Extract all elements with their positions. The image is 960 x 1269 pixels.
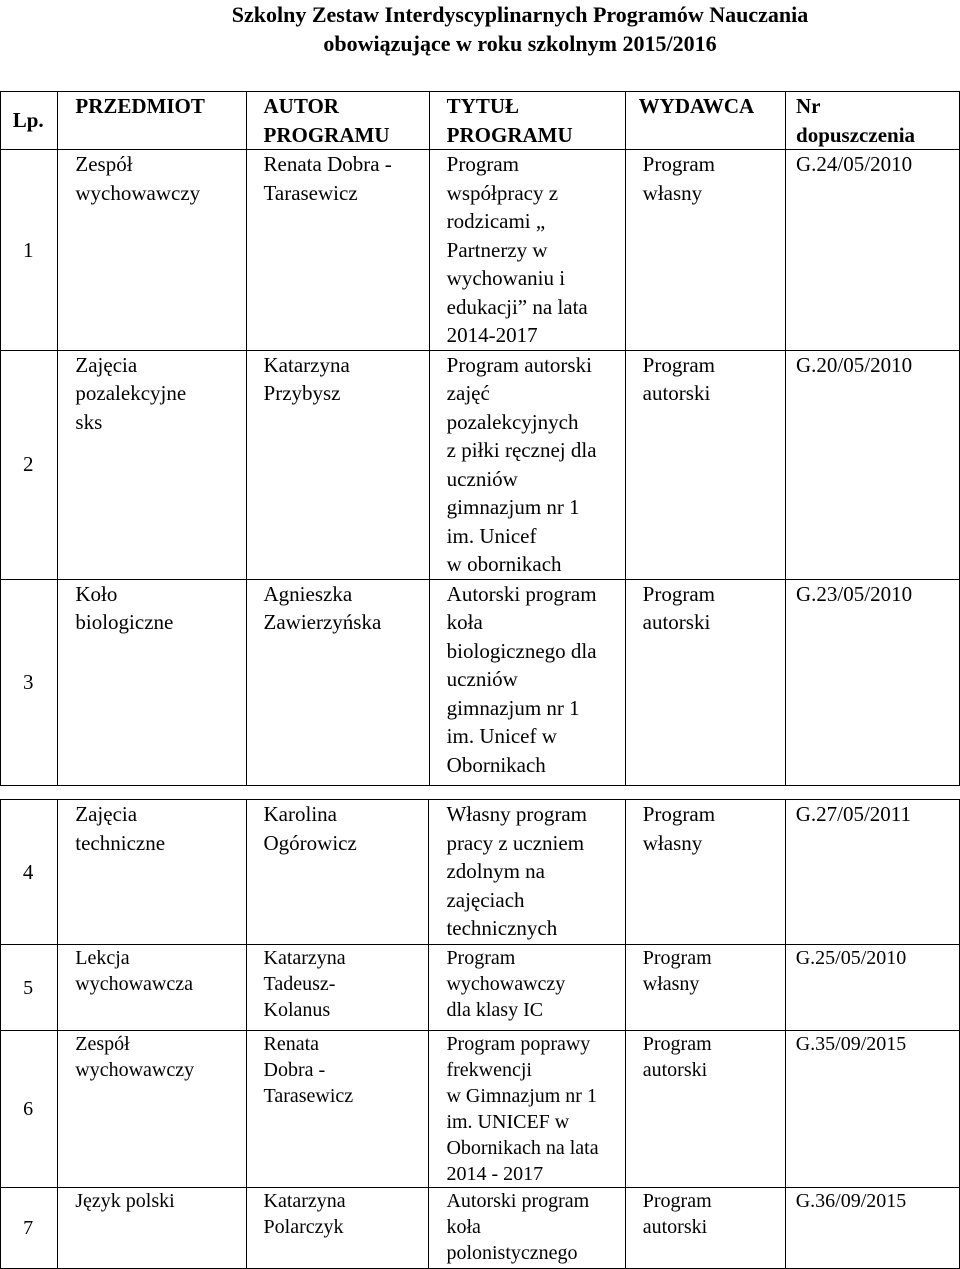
cell-line: Program xyxy=(446,947,516,969)
cell-line: polonistycznego xyxy=(446,1242,578,1264)
cell-line: własny xyxy=(642,973,700,995)
cell-title xyxy=(429,350,625,579)
cell-line: edukacji” na lata xyxy=(446,294,588,319)
cell-publisher xyxy=(625,945,785,1031)
cell-author xyxy=(246,1031,429,1188)
cell-publisher xyxy=(625,1188,785,1269)
cell-line: Katarzyna xyxy=(263,352,350,377)
cell-line: uczniów xyxy=(446,667,518,691)
cell-subject xyxy=(58,1188,246,1269)
cell-line: Własny program xyxy=(446,802,587,826)
cell-line: Program xyxy=(642,581,715,606)
cell-line: Autorski program xyxy=(446,1190,590,1212)
cell-line: autorski xyxy=(642,610,711,634)
cell-author xyxy=(246,945,429,1031)
header-lp: Lp. xyxy=(1,92,58,150)
cell-line: koła xyxy=(446,610,483,634)
cell-line: Renata xyxy=(263,1033,320,1055)
table-row xyxy=(1,1188,960,1269)
cell-line: Zespół xyxy=(75,1033,130,1055)
cell-subject xyxy=(58,350,246,579)
cell-lp xyxy=(1,1031,58,1188)
cell-line: Polarczyk xyxy=(263,1216,344,1238)
cell-line: Koło xyxy=(75,581,118,606)
cell-line: w obornikach xyxy=(446,552,562,576)
cell-title xyxy=(429,579,625,785)
cell-line: Tadeusz- xyxy=(263,973,336,995)
cell-line: wychowawczy xyxy=(446,973,566,995)
cell-line: im. UNICEF w xyxy=(446,1111,570,1133)
row-number: 4 xyxy=(22,859,34,884)
cell-line: współpracy z xyxy=(446,180,559,205)
cell-lp xyxy=(1,579,58,785)
cell-lp xyxy=(1,945,58,1031)
cell-line: frekwencji xyxy=(446,1059,532,1081)
cell-line: 2014 - 2017 xyxy=(446,1163,544,1185)
cell-line: pracy z uczniem xyxy=(446,830,585,855)
cell-author xyxy=(246,350,429,579)
cell-line: im. Unicef xyxy=(446,523,537,548)
cell-line: Dobra - xyxy=(263,1059,326,1081)
cell-line: 2014-2017 xyxy=(446,323,538,347)
cell-nr xyxy=(785,1031,959,1188)
table-row xyxy=(1,150,960,351)
cell-author xyxy=(246,579,429,785)
cell-line: własny xyxy=(642,830,703,855)
document-title: Szkolny Zestaw Interdyscyplinarnych Programów Nauczania xyxy=(231,2,809,27)
cell-line: Katarzyna xyxy=(263,1190,346,1212)
cell-line: biologicznego dla xyxy=(446,638,597,663)
cell-line: Zespół xyxy=(75,152,133,176)
cell-publisher xyxy=(625,150,785,351)
cell-line: koła xyxy=(446,1216,481,1238)
cell-title xyxy=(429,150,625,351)
cell-line: biologiczne xyxy=(75,610,174,634)
cell-publisher xyxy=(625,350,785,579)
header-nr: Nr dopuszczenia xyxy=(786,92,960,150)
cell-line: wychowawczy xyxy=(75,180,201,205)
cell-line: technicznych xyxy=(446,916,558,940)
approval-number: G.25/05/2010 xyxy=(795,947,907,969)
cell-line: dla klasy IC xyxy=(446,999,544,1021)
cell-lp xyxy=(1,1188,58,1269)
cell-line: Renata Dobra - xyxy=(263,152,392,176)
cell-line: Zawierzyńska xyxy=(263,610,382,634)
cell-title xyxy=(429,945,625,1031)
table-row xyxy=(1,579,960,785)
header-author: AUTOR PROGRAMU xyxy=(246,92,429,150)
row-number: 3 xyxy=(22,669,34,694)
header-subject: PRZEDMIOT xyxy=(58,92,246,150)
cell-line: Program xyxy=(642,1033,712,1055)
cell-line: Karolina xyxy=(263,802,337,826)
programs-table-part-1 xyxy=(0,91,960,786)
cell-line: Tarasewicz xyxy=(263,180,358,205)
cell-line: gimnazjum nr 1 xyxy=(446,695,580,720)
cell-line: Kolanus xyxy=(263,999,331,1021)
cell-line: Tarasewicz xyxy=(263,1085,354,1107)
cell-nr xyxy=(785,1188,959,1269)
cell-line: techniczne xyxy=(75,830,166,855)
cell-line: Autorski program xyxy=(446,581,597,606)
cell-line: Zajęcia xyxy=(75,352,138,377)
row-number: 2 xyxy=(22,452,34,477)
table-row xyxy=(1,800,960,945)
cell-line: Program xyxy=(642,947,712,969)
approval-number: G.36/09/2015 xyxy=(795,1190,907,1212)
cell-title xyxy=(429,1031,625,1188)
approval-number: G.35/09/2015 xyxy=(795,1033,907,1055)
row-number: 6 xyxy=(23,1098,34,1120)
cell-line: własny xyxy=(642,180,703,205)
cell-author xyxy=(246,800,429,945)
row-number: 5 xyxy=(23,976,34,999)
cell-line: autorski xyxy=(642,1059,708,1081)
programs-table-part-2 xyxy=(0,799,960,1269)
cell-subject xyxy=(58,945,246,1031)
cell-line: Agnieszka xyxy=(263,581,353,606)
cell-line: w Gimnazjum nr 1 xyxy=(446,1085,597,1107)
cell-line: rodzicami „ xyxy=(446,209,546,233)
cell-subject xyxy=(58,1031,246,1188)
cell-nr xyxy=(786,150,960,351)
cell-line: wychowaniu i xyxy=(446,266,566,290)
cell-lp xyxy=(1,150,58,351)
cell-title xyxy=(429,800,625,945)
cell-author xyxy=(246,1188,429,1269)
table-header-row xyxy=(1,92,960,150)
cell-nr xyxy=(785,945,959,1031)
approval-number: G.27/05/2011 xyxy=(795,802,912,826)
cell-line: autorski xyxy=(642,1216,708,1238)
cell-line: Program xyxy=(642,802,716,826)
cell-line: zdolnym na xyxy=(446,859,545,883)
cell-line: Zajęcia xyxy=(75,802,138,826)
cell-line: autorski xyxy=(642,381,711,405)
cell-nr xyxy=(786,579,960,785)
cell-lp xyxy=(1,350,58,579)
cell-publisher xyxy=(625,579,785,785)
cell-line: Partnerzy w xyxy=(446,237,548,262)
cell-title xyxy=(429,1188,625,1269)
cell-line: Obornikach na lata xyxy=(446,1137,599,1159)
cell-subject xyxy=(58,800,246,945)
approval-number: G.20/05/2010 xyxy=(796,352,913,377)
cell-line: im. Unicef w xyxy=(446,724,557,748)
cell-subject xyxy=(58,150,246,351)
cell-line: uczniów xyxy=(446,466,518,491)
cell-lp xyxy=(1,800,58,945)
table-row xyxy=(1,1031,960,1188)
cell-line: Program poprawy xyxy=(446,1033,591,1055)
cell-line: wychowawcza xyxy=(75,973,193,995)
cell-line: Przybysz xyxy=(263,381,341,405)
cell-publisher xyxy=(625,1031,785,1188)
cell-line: zajęciach xyxy=(446,887,525,912)
cell-line: sks xyxy=(75,409,103,434)
cell-line: Język polski xyxy=(75,1190,175,1212)
header-title: TYTUŁ PROGRAMU xyxy=(429,92,625,150)
cell-line: Program xyxy=(446,152,519,176)
cell-subject xyxy=(58,579,246,785)
header-publisher: WYDAWCA xyxy=(625,92,785,150)
cell-author xyxy=(246,150,429,351)
table-row xyxy=(1,350,960,579)
cell-line: wychowawczy xyxy=(75,1059,195,1081)
cell-line: Ogórowicz xyxy=(263,830,357,855)
cell-line: Obornikach xyxy=(446,752,546,777)
approval-number: G.23/05/2010 xyxy=(796,581,913,606)
row-number: 7 xyxy=(23,1217,34,1239)
cell-line: Lekcja xyxy=(75,947,130,969)
row-number: 1 xyxy=(22,237,34,262)
table-row xyxy=(1,945,960,1031)
cell-nr xyxy=(786,350,960,579)
cell-line: Program autorski xyxy=(446,352,592,377)
cell-line: Katarzyna xyxy=(263,947,346,969)
cell-nr xyxy=(785,800,959,945)
document-subtitle: obowiązujące w roku szkolnym 2015/2016 xyxy=(323,31,717,56)
cell-line: z piłki ręcznej dla xyxy=(446,438,597,462)
cell-line: pozalekcyjnych xyxy=(446,409,579,434)
cell-line: Program xyxy=(642,152,715,176)
cell-line: Program xyxy=(642,1190,712,1212)
cell-line: gimnazjum nr 1 xyxy=(446,495,580,519)
cell-line: zajęć xyxy=(446,381,490,405)
cell-line: pozalekcyjne xyxy=(75,381,187,405)
approval-number: G.24/05/2010 xyxy=(796,152,913,176)
cell-line: Program xyxy=(642,352,715,377)
cell-publisher xyxy=(625,800,785,945)
